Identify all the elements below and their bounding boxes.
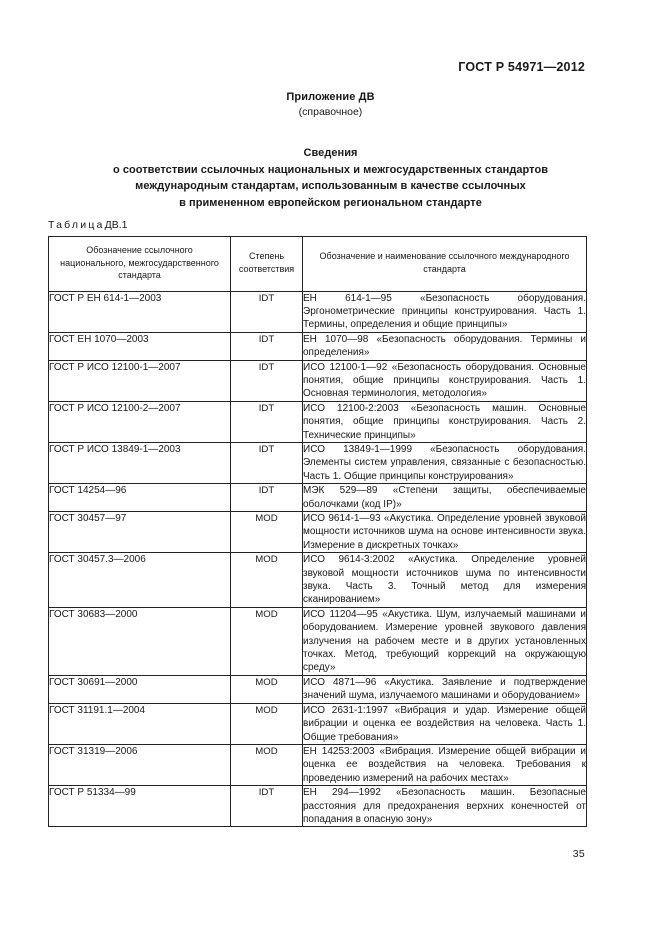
table-row xyxy=(49,512,587,553)
running-head-standard-number: ГОСТ Р 54971—2012 xyxy=(458,60,585,74)
cell-degree-of-conformity: IDT xyxy=(231,332,303,360)
column-header-designation-line-3: стандарта xyxy=(118,270,161,280)
cell-international-standard: МЭК 529—89 «Степени защиты, обеспечиваемые оболочками (код IP)» xyxy=(303,485,586,510)
cell-international-standard: ИСО 13849-1—1999 «Безопасность оборудования. Элементы систем управления, связанные с безопасностью. Часть 1. Общие принципы конструирования» xyxy=(303,443,586,482)
cell-international-standard: ИСО 4871—96 «Акустика. Заявление и подтверждение значений шума, излучаемого машинами и оборудованием» xyxy=(303,676,586,702)
column-header-designation xyxy=(49,237,231,292)
column-header-international xyxy=(303,237,587,292)
page-title-line-1: Сведения xyxy=(303,147,358,159)
table-row xyxy=(49,703,587,744)
table-row xyxy=(49,744,587,785)
column-header-designation-line-1: Обозначение ссылочного xyxy=(86,245,193,255)
cell-international-standard: ИСО 9614-3:2002 «Акустика. Определение уровней звуковой мощности источников шума по интенсивности звука. Часть 3. Точный метод для измерения сканированием» xyxy=(303,554,586,606)
cell-degree-of-conformity: MOD xyxy=(231,512,303,553)
page-title-line-2: о соответствии ссылочных национальных и межгосударственных стандартов xyxy=(112,163,549,176)
cell-designation: ГОСТ ЕН 1070—2003 xyxy=(49,332,231,360)
cell-degree-of-conformity: IDT xyxy=(231,786,303,827)
cell-designation: ГОСТ Р ИСО 12100-1—2007 xyxy=(49,360,231,401)
column-header-designation-line-2: национального, межгосударственного xyxy=(60,257,219,268)
page-title-line-3: международным стандартам, использованным в качестве ссылочных xyxy=(135,180,526,192)
annex-title: Приложение ДВ xyxy=(286,91,375,103)
column-header-degree-line-1: Степень xyxy=(248,251,285,262)
table-row xyxy=(49,786,587,827)
table-caption-number: ДВ.1 xyxy=(104,219,128,231)
table-row xyxy=(49,607,587,675)
cell-degree-of-conformity: IDT xyxy=(231,442,303,483)
cell-degree-of-conformity: MOD xyxy=(231,703,303,744)
page-number: 35 xyxy=(572,848,585,860)
cell-international-standard: ИСО 9614-1—93 «Акустика. Определение уровней звуковой мощности источников шума на основе интенсивности звука. Измерение в дискретных точках» xyxy=(303,513,586,551)
page-title-line-4: в примененном европейском региональном стандарте xyxy=(179,196,482,209)
cell-degree-of-conformity: IDT xyxy=(231,291,303,332)
cell-designation: ГОСТ 30457—97 xyxy=(49,512,231,553)
cell-international-standard: ЕН 614-1—95 «Безопасность оборудования. Эргонометрические принципы конструирования. Часть 1. Термины, определения и общие принципы» xyxy=(303,292,586,331)
annex-heading-block xyxy=(0,90,661,120)
table-row xyxy=(49,553,587,608)
table-header xyxy=(49,237,587,292)
cell-international-standard: ИСО 12100-2:2003 «Безопасность машин. Основные понятия, общие принципы конструирования. Часть 2. Технические принципы» xyxy=(303,402,586,441)
cell-designation: ГОСТ 31191.1—2004 xyxy=(49,703,231,744)
table-header-row xyxy=(49,237,587,292)
table-row xyxy=(49,332,587,360)
cell-degree-of-conformity: MOD xyxy=(231,607,303,675)
cell-degree-of-conformity: MOD xyxy=(231,553,303,608)
cell-international-standard: ЕН 1070—98 «Безопасность оборудования. Термины и определения» xyxy=(303,333,586,359)
cell-international-standard: ЕН 14253:2003 «Вибрация. Измерение общей вибрации и оценка ее воздействия на человека. Требования к проведению измерений на рабочих местах» xyxy=(303,745,586,784)
cell-designation: ГОСТ 14254—96 xyxy=(49,484,231,512)
table-caption-prefix: Таблица xyxy=(48,219,105,231)
cell-designation: ГОСТ 30683—2000 xyxy=(49,607,231,675)
cell-designation: ГОСТ Р ИСО 12100-2—2007 xyxy=(49,401,231,442)
cell-international-standard: ИСО 2631-1:1997 «Вибрация и удар. Измерение общей вибрации и оценка ее воздействия на человека. Часть 1. Общие требования» xyxy=(303,704,586,743)
cell-designation: ГОСТ 31319—2006 xyxy=(49,744,231,785)
table-caption xyxy=(48,219,127,231)
page-title xyxy=(60,145,601,211)
cell-degree-of-conformity: IDT xyxy=(231,401,303,442)
table-body xyxy=(49,291,587,827)
table-row xyxy=(49,484,587,512)
cell-degree-of-conformity: MOD xyxy=(231,675,303,703)
cell-international-standard: ЕН 294—1992 «Безопасность машин. Безопасные расстояния для предохранения верхних конечностей от попадания в опасную зону» xyxy=(303,787,586,825)
column-header-degree-line-2: соответствия xyxy=(238,263,295,274)
cell-designation: ГОСТ 30457.3—2006 xyxy=(49,553,231,608)
cell-international-standard: ИСО 12100-1—92 «Безопасность оборудования. Основные понятия, общие принципы конструирования. Часть 1. Основная терминология, методология» xyxy=(303,361,586,400)
cell-designation: ГОСТ Р 51334—99 xyxy=(49,786,231,827)
annex-subtitle: (справочное) xyxy=(298,106,363,118)
column-header-international-line-1: Обозначение и наименование ссылочного международного xyxy=(319,251,570,262)
table-row xyxy=(49,291,587,332)
table-row xyxy=(49,401,587,442)
table-row xyxy=(49,360,587,401)
cell-degree-of-conformity: IDT xyxy=(231,360,303,401)
cell-designation: ГОСТ Р ИСО 13849-1—2003 xyxy=(49,442,231,483)
column-header-degree xyxy=(231,237,303,292)
cell-degree-of-conformity: MOD xyxy=(231,744,303,785)
table-row xyxy=(49,675,587,703)
column-header-international-line-2: стандарта xyxy=(423,263,466,274)
table-row xyxy=(49,442,587,483)
cell-international-standard: ИСО 11204—95 «Акустика. Шум, излучаемый машинами и оборудованием. Измерение уровней звукового давления излучения на рабочем месте и в других установленных точках. Метод, требующий коррекций на окружающую среду» xyxy=(303,608,586,674)
reference-standards-table xyxy=(48,236,587,827)
cell-degree-of-conformity: IDT xyxy=(231,484,303,512)
cell-designation: ГОСТ 30691—2000 xyxy=(49,675,231,703)
cell-designation: ГОСТ Р ЕН 614-1—2003 xyxy=(49,291,231,332)
